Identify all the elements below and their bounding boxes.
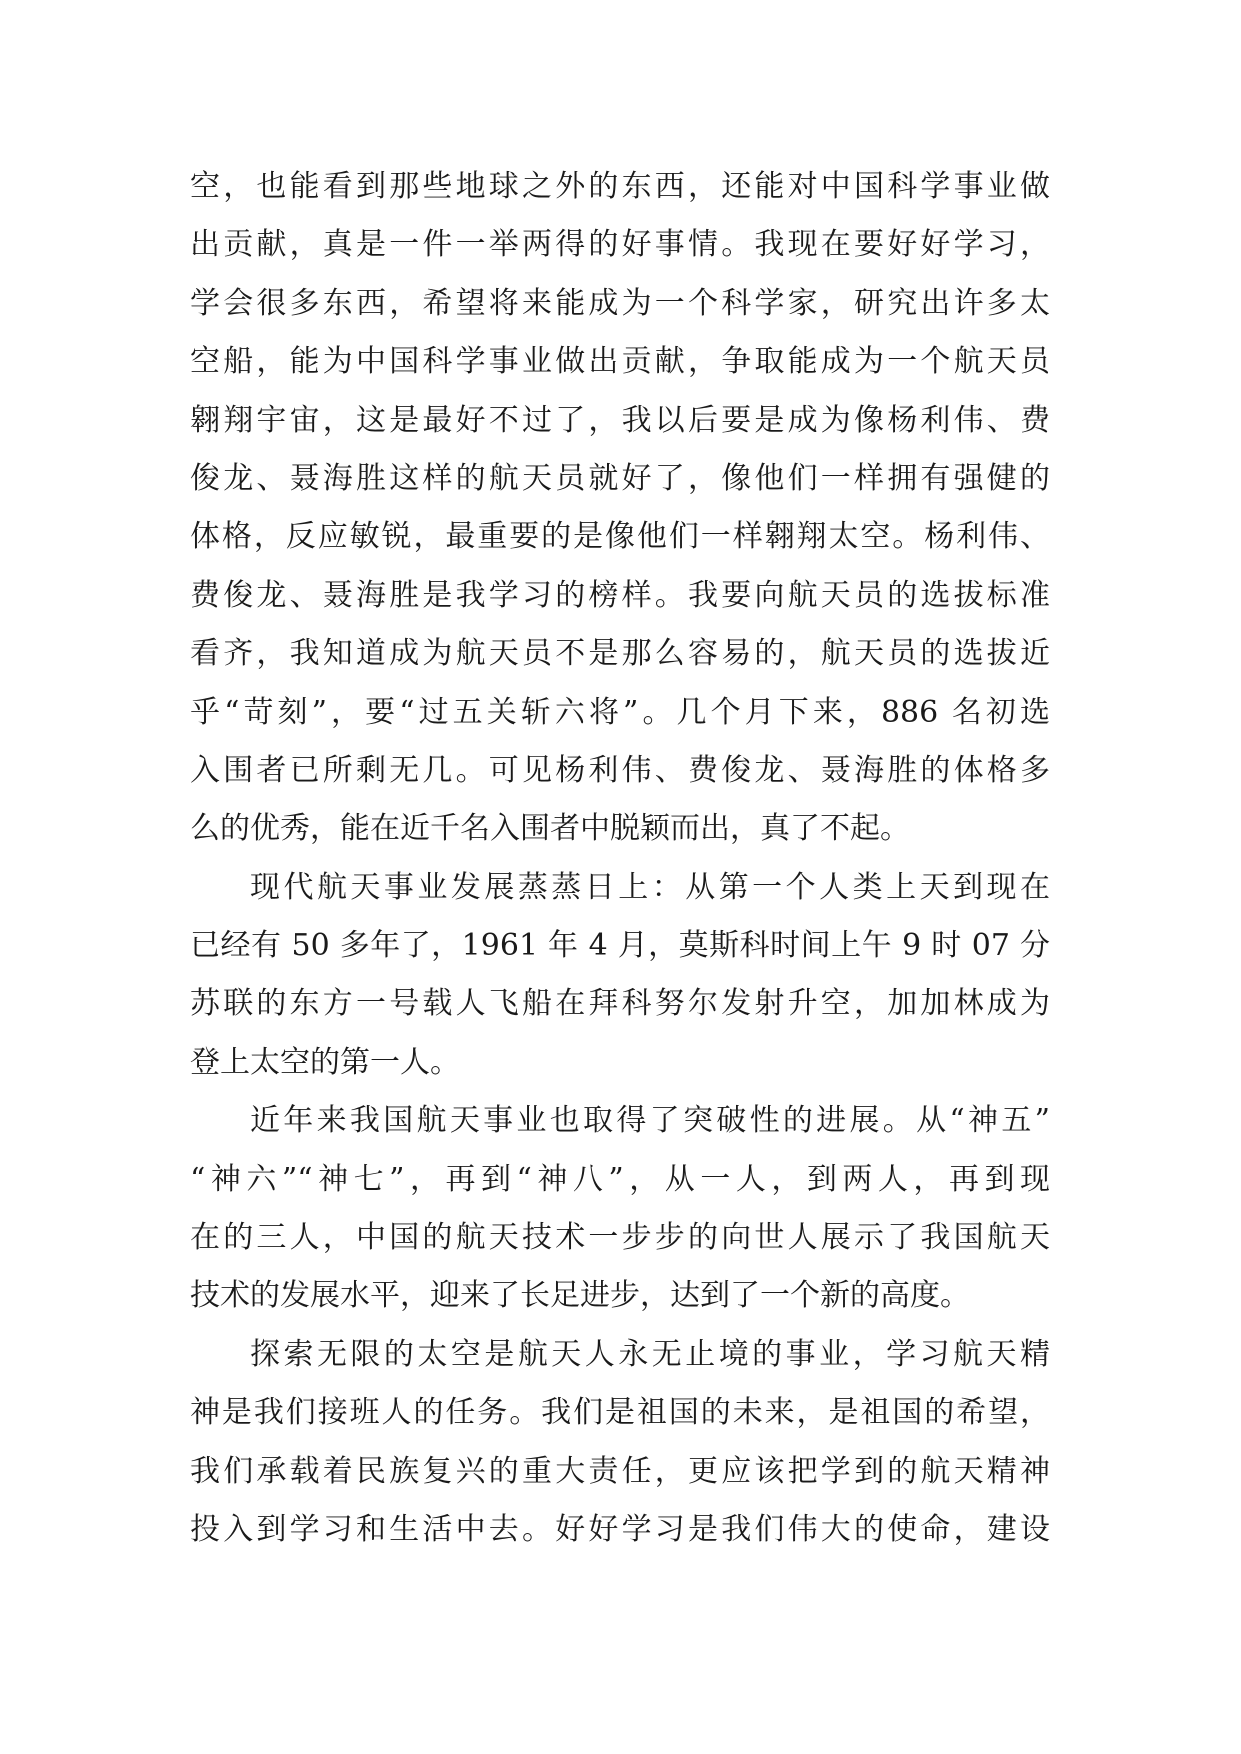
- text-line: 出贡献，真是一件一举两得的好事情。我现在要好好学习，: [190, 227, 1050, 263]
- text-line: 费俊龙、聂海胜是我学习的榜样。我要向航天员的选拔标准: [190, 577, 1050, 613]
- text-line: “神六”“神七”，再到“神八”，从一人，到两人，再到现: [190, 1161, 1050, 1197]
- text-line: 技术的发展水平，迎来了长足进步，达到了一个新的高度。: [190, 1278, 970, 1314]
- text-line: 乎“苛刻”，要“过五关斩六将”。几个月下来，886 名初选: [190, 694, 1050, 730]
- text-line: 体格，反应敏锐，最重要的是像他们一样翱翔太空。杨利伟、: [190, 519, 1050, 555]
- text-line: 看齐，我知道成为航天员不是那么容易的，航天员的选拔近: [190, 636, 1050, 672]
- body-text: [190, 158, 1050, 1559]
- text-line: 神是我们接班人的任务。我们是祖国的未来，是祖国的希望，: [190, 1395, 1050, 1431]
- text-line: 入围者已所剩无几。可见杨利伟、费俊龙、聂海胜的体格多: [190, 752, 1050, 788]
- text-line: 么的优秀，能在近千名入围者中脱颖而出，真了不起。: [190, 811, 910, 847]
- text-line: 投入到学习和生活中去。好好学习是我们伟大的使命，建设: [190, 1511, 1050, 1547]
- text-line: 已经有 50 多年了，1961 年 4 月，莫斯科时间上午 9 时 07 分: [190, 928, 1050, 964]
- text-line: 空船，能为中国科学事业做出贡献，争取能成为一个航天员: [190, 344, 1050, 380]
- text-line: 俊龙、聂海胜这样的航天员就好了，像他们一样拥有强健的: [190, 460, 1050, 496]
- text-line: 登上太空的第一人。: [190, 1044, 460, 1080]
- paragraph-first-line: 现代航天事业发展蒸蒸日上：从第一个人类上天到现在: [250, 869, 1050, 905]
- text-line: 在的三人，中国的航天技术一步步的向世人展示了我国航天: [190, 1220, 1050, 1256]
- text-line: 学会很多东西，希望将来能成为一个科学家，研究出许多太: [190, 285, 1050, 321]
- paragraph-first-line: 近年来我国航天事业也取得了突破性的进展。从“神五”: [250, 1103, 1050, 1139]
- text-line: 空，也能看到那些地球之外的东西，还能对中国科学事业做: [190, 169, 1050, 204]
- text-line: 翱翔宇宙，这是最好不过了，我以后要是成为像杨利伟、费: [190, 402, 1050, 438]
- text-line: 苏联的东方一号载人飞船在拜科努尔发射升空，加加林成为: [190, 986, 1050, 1022]
- text-line: 我们承载着民族复兴的重大责任，更应该把学到的航天精神: [190, 1453, 1050, 1489]
- paragraph-first-line: 探索无限的太空是航天人永无止境的事业，学习航天精: [250, 1336, 1050, 1372]
